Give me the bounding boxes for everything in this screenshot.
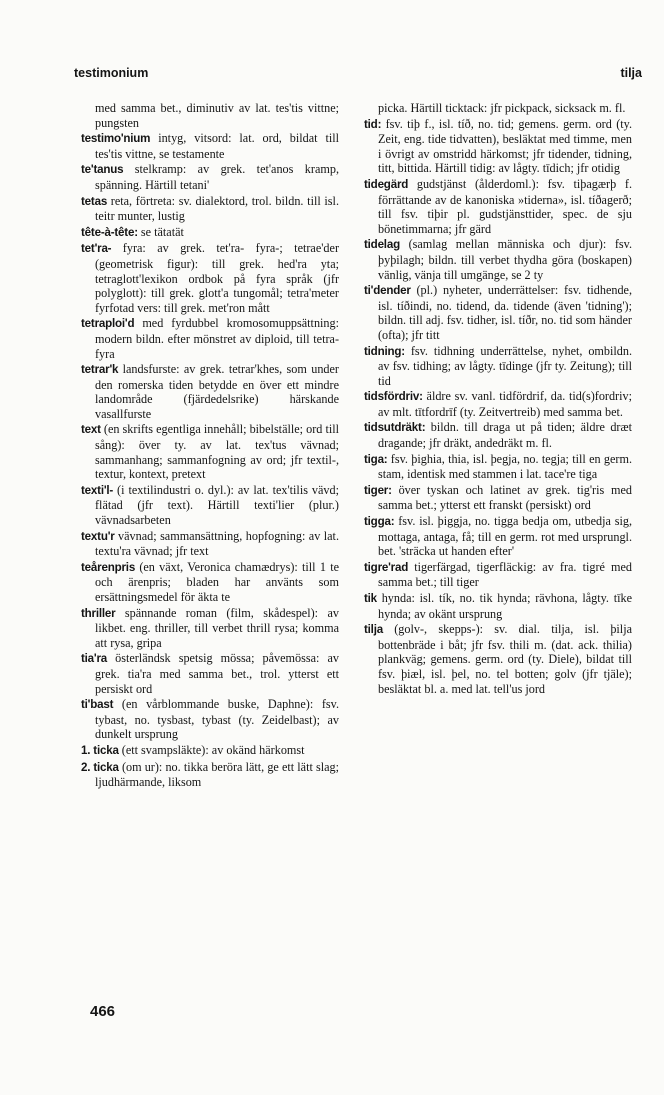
entry-headword: tidsutdräkt:: [364, 421, 426, 435]
dictionary-entry: [81, 560, 339, 605]
entry-headword: te'tanus: [81, 163, 124, 177]
dictionary-entry: [81, 760, 339, 790]
entry-definition: picka. Härtill ticktack: jfr pickpack, sicksack m. fl.: [378, 101, 626, 115]
dictionary-entry: [364, 420, 632, 450]
entry-definition: (en växt, Veronica chamædrys): till 1 te och ärenpris; bladen har använts som ersättningsmedel för äkta te: [95, 559, 339, 604]
entry-definition: fyra: av grek. tet'ra- fyra-; tetrae'der (geometrisk figur): till grek. hed'ra yta; tetraglott'lexikon ordbok på fyra språk (jfr polyglott): till grek. glott'a tungomål; tetra'meter fyrfotad vers: till grek. met'ron mått: [95, 241, 339, 315]
dictionary-entry: [81, 241, 339, 315]
entry-headword: tilja: [364, 623, 383, 637]
right-column: [364, 101, 632, 697]
dictionary-entry: [81, 362, 339, 421]
entry-headword: tigga:: [364, 515, 395, 529]
left-column: [81, 101, 339, 791]
entry-definition: intyg, vitsord: lat. ord, bildat till tes'tis vittne, se testamente: [95, 131, 339, 161]
entry-headword: tidsfördriv:: [364, 390, 423, 404]
entry-definition: österländsk spetsig mössa; påvemössa: av grek. tia'ra med samma bet., trol. ytterst ett persiskt ord: [95, 651, 339, 696]
entry-definition: (samlag mellan människa och djur): fsv. þyþilagh; bildn. till verbet thydha göra (boskapen) vänlig, vänja till umgänge, se 2 ty: [378, 237, 632, 282]
running-head-left: testimonium: [74, 66, 149, 80]
entry-headword: tête-à-tête:: [81, 225, 138, 239]
entry-headword: tiger:: [364, 483, 392, 497]
entry-definition: spännande roman (film, skådespel): av likbet. eng. thriller, till verbet thrill rysa; komma att rysa, gripa: [95, 605, 339, 650]
entry-definition: äldre sv. vanl. tidfördrif, da. tid(s)fordriv; av mlt. tītfordrīf (ty. Zeitvertreib) med samma bet.: [378, 389, 632, 419]
dictionary-entry: [81, 316, 339, 361]
entry-headword: tetas: [81, 194, 108, 208]
entry-definition: bildn. till draga ut på tiden; äldre dræt dragande; jfr dräkt, andedräkt m. fl.: [378, 420, 632, 451]
entry-definition: se tätatät: [137, 224, 184, 239]
dictionary-entry: [364, 389, 632, 419]
dictionary-entry: [81, 651, 339, 696]
entry-definition: gudstjänst (ålderdoml.): fsv. tiþagærþ f. förrättande av de kanoniska »tiderna», isl. tíðagerð; till fsv. tiþir pl. gudstjänsttider, spec. de sju bönetimmarna; jfr gärd: [378, 176, 632, 236]
entry-definition: fsv. isl. þiggja, no. tigga bedja om, utbedja sig, mottaga, antaga, få; till en germ. rot med ursprungl. bet. 'sträcka ut handen efter': [378, 514, 632, 559]
entry-headword: tia'ra: [81, 652, 108, 666]
dictionary-entry: [81, 422, 339, 481]
entry-definition: landsfurste: av grek. tetrar'khes, som under den romerska tiden betydde en över ett mindre landområde (fjärdedelsrike) härskande vasallfurste: [95, 362, 339, 421]
page-number: 466: [90, 1003, 116, 1020]
dictionary-entry: [364, 622, 632, 696]
entry-definition: fsv. tidhning underrättelse, nyhet, ombildn. av fsv. tidhing; av lågty. tīdinge (jfr ty. Zeitung); till tid: [378, 343, 632, 388]
entry-headword: tetraploi'd: [81, 317, 135, 331]
entry-headword: thriller: [81, 606, 116, 620]
entry-headword: tiga:: [364, 452, 388, 466]
entry-headword: 1. ticka: [81, 743, 119, 757]
entry-definition: hynda: isl. tík, no. tik hynda; rävhona, lågty. tīke hynda; av okänt ursprung: [376, 591, 632, 621]
entry-headword: tid:: [364, 117, 382, 131]
entry-definition: (i textilindustri o. dyl.): av lat. tex'tilis vävd; flätad (jfr text). Härtill texti'lier (plur.) vävnadsarbeten: [95, 482, 339, 528]
dictionary-entry: [81, 101, 339, 130]
entry-headword: tidelag: [364, 238, 400, 252]
dictionary-entry: [364, 117, 632, 176]
entry-headword: tidegärd: [364, 177, 409, 191]
entry-headword: ti'dender: [364, 284, 411, 298]
entry-definition: fsv. þighia, thia, isl. þegja, no. tegja; till en germ. stam, identisk med stammen i lat. tace're tiga: [378, 451, 632, 482]
entry-headword: tidning:: [364, 344, 405, 358]
dictionary-entry: [364, 514, 632, 559]
entry-headword: ti'bast: [81, 698, 114, 712]
dictionary-entry: [81, 194, 339, 224]
dictionary-entry: [81, 225, 339, 241]
entry-definition: reta, förtreta: sv. dialektord, trol. bildn. till isl. teitr munter, lustig: [95, 193, 339, 224]
entry-headword: teårenpris: [81, 560, 136, 574]
entry-headword: tet'ra-: [81, 242, 112, 256]
dictionary-entry: [81, 483, 339, 528]
entry-definition: tigerfärgad, tigerfläckig: av fra. tigré med samma bet.; till tiger: [378, 559, 632, 590]
entry-definition: (pl.) nyheter, underrättelser: fsv. tidhende, isl. tíðindi, no. tidend, da. tidende (även 'tidning'); bildn. till adj. fsv. tidher, isl. tíðr, no. tid som händer (ofta); jfr titt: [378, 283, 632, 342]
entry-definition: vävnad; sammansättning, hopfogning: av lat. textu'ra vävnad; jfr text: [95, 528, 339, 559]
dictionary-entry: [81, 529, 339, 559]
dictionary-entry: [364, 283, 632, 342]
entry-headword: tik: [364, 592, 377, 605]
dictionary-entry: [364, 101, 632, 116]
entry-definition: (om ur): no. tikka beröra lätt, ge ett lätt slag; ljudhärmande, liksom: [95, 759, 340, 790]
entry-headword: texti'l-: [81, 483, 114, 497]
entry-definition: (en vårblommande buske, Daphne): fsv. tybast, no. tysbast, tybast (ty. Zeidelbast); av dunkelt ursprung: [95, 697, 339, 742]
entry-headword: textu'r: [81, 529, 115, 543]
entry-definition: stelkramp: av grek. tet'anos kramp, spänning. Härtill tetani': [95, 162, 339, 192]
dictionary-entry: [364, 560, 632, 590]
dictionary-entry: [81, 743, 339, 759]
entry-definition: (ett svampsläkte): av okänd härkomst: [118, 742, 305, 757]
dictionary-entry: [81, 162, 339, 192]
entry-headword: text: [81, 423, 101, 437]
running-head-right: tilja: [620, 66, 642, 80]
entry-definition: (golv-, skepps-): sv. dial. tilja, isl. þilja bottenbräde i båt; jfr fsv. thili m. (dat. ack. thilia) plankväg; gemens. germ. ord (ty. Diele), bildat till fsv. þiæl, isl. þel, no. tel botten; golv (jfr tjäle); besläktat bl. a. med lat. tell'us jord: [378, 622, 632, 696]
entry-definition: med fyrdubbel kromosomuppsättning: modern bildn. efter mönstret av diploid, till tetra- fyra: [95, 316, 339, 361]
entry-headword: tetrar'k: [81, 363, 119, 377]
entry-headword: 2. ticka: [81, 760, 119, 774]
dictionary-entry: [364, 177, 632, 236]
dictionary-entry: [81, 606, 339, 651]
dictionary-entry: [364, 237, 632, 282]
dictionary-entry: [364, 344, 632, 389]
entry-definition: fsv. tiþ f., isl. tíð, no. tid; gemens. germ. ord (ty. Zeit, eng. tide tidvatten), besläktat med timme, men i övrigt av omstridd härkomst; jfr tidender, tidning, titt, bittida. Härtill tidig: av lågty. tīdich; jfr otidig: [378, 116, 632, 176]
dictionary-entry: [81, 697, 339, 742]
entry-definition: (en skrifts egentliga innehåll; bibelställe; ord till sång): över ty. av lat. tex'tus vävnad; sammanhang; sammanfogning av ord; jfr textil-, textur, kontext, pretext: [95, 422, 339, 482]
dictionary-entry: [364, 452, 632, 482]
dictionary-entry: [364, 591, 632, 621]
entry-definition: med samma bet., diminutiv av lat. tes'tis vittne; pungsten: [95, 101, 339, 130]
dictionary-entry: [81, 131, 339, 161]
entry-headword: testimo'nium: [81, 132, 151, 146]
dictionary-entry: [364, 483, 632, 513]
entry-headword: tigre'rad: [364, 560, 409, 574]
entry-definition: över tyskan och latinet av grek. tig'ris med samma bet.; ytterst ett franskt (persiskt) ord: [378, 482, 632, 513]
